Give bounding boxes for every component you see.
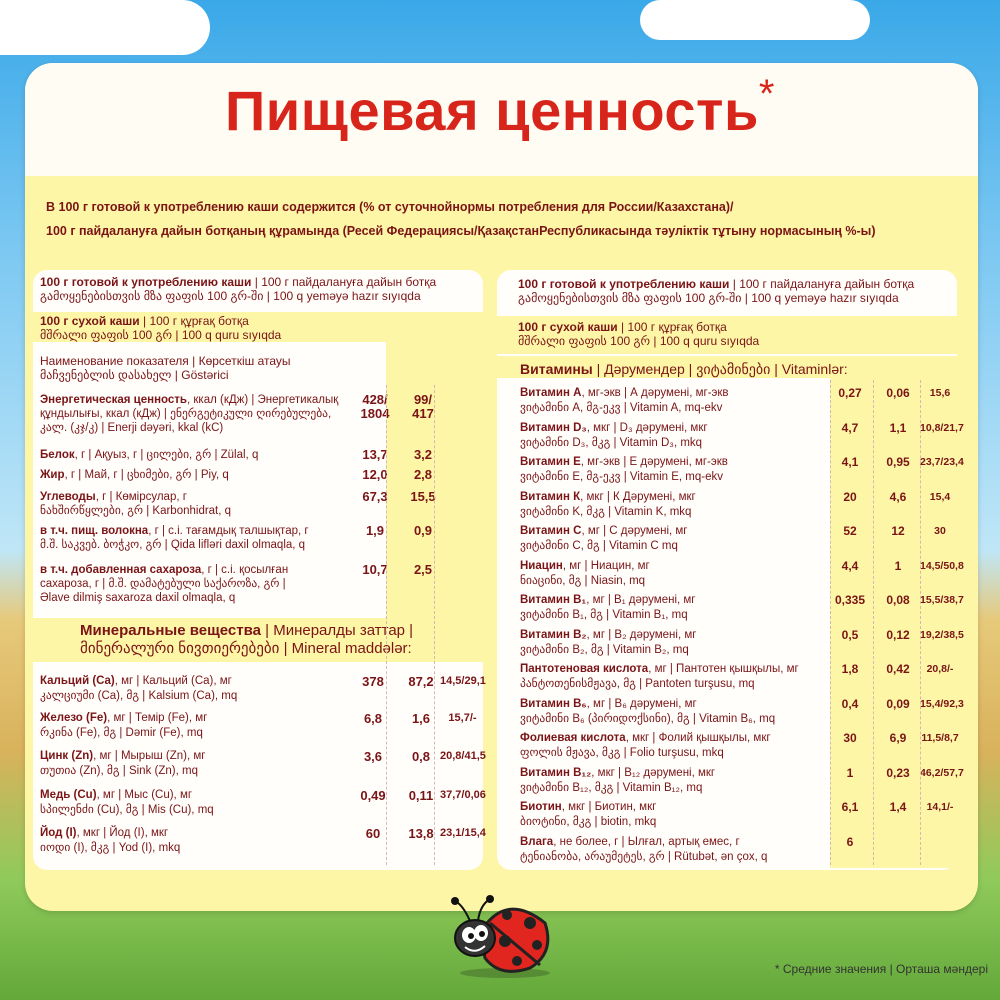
dry-value: 6,8 xyxy=(363,711,383,726)
ready-value: 15,5 xyxy=(410,489,436,504)
row-name: Ниацин xyxy=(520,559,563,572)
row-name: Жир xyxy=(40,469,65,481)
row-text: , мг | Мырыш (Zn), мг xyxy=(93,750,206,762)
row-text: ვიტამინი C, მგ | Vitamin C mq xyxy=(520,540,678,552)
ready-value: 12 xyxy=(891,524,905,538)
row-text: ვიტამინი B₂, მგ | Vitamin B₂, mq xyxy=(520,643,689,656)
row-text: құндылығы, ккал (кДж) | ენერგეტიკული ღირებულება, xyxy=(40,408,332,420)
row-text: , мг | В₁ дәрумені, мг xyxy=(586,594,696,606)
row-text: კალციუმი (Ca), მგ | Kalsium (Ca), mq xyxy=(40,690,238,702)
row-text: ვიტამინი E, მგ-ეკვ | Vitamin E, mq-ekv xyxy=(520,471,723,483)
row-text: ვიტამინი A, მგ-ეკვ | Vitamin A, mq-ekv xyxy=(520,402,723,414)
row-text: , мкг | Йод (I), мкг xyxy=(76,827,169,839)
intro-text xyxy=(46,195,946,243)
row-text: ნიაცინი, მგ | Niasin, mq xyxy=(520,574,646,587)
row-name: Йод (I) xyxy=(40,827,77,839)
ready-value: 0,08 xyxy=(886,593,910,607)
row-name: Витамин D₃ xyxy=(520,421,587,434)
row-name: Витамин В₁₂ xyxy=(520,766,592,779)
left-header-ready: 100 г готовой к употреблению каши | 100 г пайдалануға дайын ботқа გამოყენებისთვის მზა ფაფის 100 გრ-ში | 100 q yeməyə hazır sıyıqda xyxy=(40,275,437,303)
ready-value: 0,95 xyxy=(886,455,910,469)
right-sep-3 xyxy=(920,380,921,865)
row-text: , мкг | Фолий қышқылы, мкг xyxy=(625,732,771,744)
percent-value: 11,5/8,7 xyxy=(921,732,959,744)
row-text: сахароза, г | მ.შ. დამატებული საქაროზა, გრ | xyxy=(40,578,286,590)
row-text: , г | Көмірсулар, г xyxy=(95,491,187,503)
right-sep-1 xyxy=(830,380,831,865)
ready-value: 0,23 xyxy=(886,765,910,780)
dry-value: 0,335 xyxy=(834,593,866,607)
dry-value: 0,27 xyxy=(838,386,862,400)
vitamin-row xyxy=(520,766,830,796)
dry-value: 60 xyxy=(365,826,381,841)
row-text: , мг | Ниацин, мг xyxy=(562,559,650,572)
mineral-row xyxy=(40,749,350,779)
row-text: ვიტამინი B₁, მგ | Vitamin B₁, mq xyxy=(520,609,688,621)
row-text: Əlave dilmiş saxaroza daxil olmaqla, q xyxy=(40,592,236,604)
mineral-row xyxy=(40,826,350,856)
dry-value: 12,0 xyxy=(362,467,388,482)
dry-value: 1 xyxy=(846,765,854,780)
left-sep-1 xyxy=(386,385,387,865)
ready-value: 1 xyxy=(894,558,902,573)
row-text: ვიტამინი B₁₂, მკგ | Vitamin B₁₂, mq xyxy=(520,781,703,794)
row-name: Энергетическая ценность xyxy=(40,394,187,406)
ready-value: 87,2 xyxy=(408,674,434,689)
row-text: , г | с.і. қосылған xyxy=(201,564,289,576)
ready-value: 4,6 xyxy=(889,489,907,504)
row-text: ვიტამინი D₃, მკგ | Vitamin D₃, mkq xyxy=(520,436,703,449)
row-name: Кальций (Ca) xyxy=(40,675,115,687)
row-text: , г | с.і. тағамдық талшықтар, г xyxy=(148,525,309,537)
row-name: Витамин С xyxy=(520,525,582,537)
nutrient-row xyxy=(40,393,380,435)
row-name: Углеводы xyxy=(40,491,96,503)
vitamin-row xyxy=(520,628,830,658)
ready-value: 99/ 417 xyxy=(412,392,434,421)
vitamin-row xyxy=(520,524,830,554)
row-text: , мг | Пантотен қышқылы, мг xyxy=(648,663,799,675)
row-text: რკინა (Fe), მგ | Dəmir (Fe), mq xyxy=(40,727,203,739)
dry-value: 378 xyxy=(362,674,384,689)
ready-value: 0,8 xyxy=(411,749,431,764)
row-name: Витамин Е xyxy=(520,456,581,468)
row-name: Железо (Fe) xyxy=(40,712,108,724)
row-text: ბიოტინი, მკგ | biotin, mkq xyxy=(520,816,657,828)
row-text: , мг-экв | Е дәрумені, мг-экв xyxy=(580,456,728,468)
row-text: პანტოთენისმჟავა, მგ | Pantoten turşusu, mq xyxy=(520,678,755,690)
left-sep-2 xyxy=(434,385,435,865)
cloud-left xyxy=(0,0,210,55)
ready-value: 1,6 xyxy=(411,711,431,726)
row-text: , мг-экв | А дәрумені, мг-экв xyxy=(581,387,729,399)
row-name: Биотин xyxy=(520,801,562,813)
dry-value: 30 xyxy=(843,731,857,745)
right-values-col-bg xyxy=(830,378,957,868)
row-text: , мг | В₂ дәрумені, мг xyxy=(586,628,697,641)
dry-value: 6 xyxy=(846,834,854,849)
row-name: Витамин К xyxy=(520,490,581,503)
ready-value: 0,12 xyxy=(886,627,910,642)
ready-value: 0,09 xyxy=(886,696,910,711)
dry-value: 0,5 xyxy=(841,627,859,642)
row-name: Фолиевая кислота xyxy=(520,732,626,744)
nutrient-row xyxy=(40,524,380,552)
percent-value: 14,1/- xyxy=(926,801,954,813)
ready-value: 0,06 xyxy=(886,386,910,400)
dry-value: 6,1 xyxy=(841,800,859,814)
ready-value: 1,4 xyxy=(889,800,907,814)
row-text: , мг | Мыс (Cu), мг xyxy=(96,789,193,801)
row-text: , не более, г | Ылғал, артық емес, г xyxy=(553,835,740,848)
vitamin-row xyxy=(520,386,830,416)
footnote: * Средние значения | Орташа мәндері xyxy=(774,962,988,976)
row-text: , г | Ақуыз, г | ცილები, გრ | Zülal, q xyxy=(74,449,259,461)
percent-value: 14,5/29,1 xyxy=(440,675,486,687)
nutrient-row xyxy=(40,490,380,518)
left-indicator-header: Наименование показателя | Көрсеткіш атауы მაჩვენებლის დასახელ | Göstərici xyxy=(40,354,291,382)
row-name: Цинк (Zn) xyxy=(40,750,94,762)
dry-value: 1,9 xyxy=(365,523,385,538)
mineral-row xyxy=(40,788,350,818)
row-text: თუთია (Zn), მგ | Sink (Zn), mq xyxy=(40,765,198,777)
right-sep-2 xyxy=(873,380,874,865)
dry-value: 4,4 xyxy=(841,558,859,573)
percent-value: 37,7/0,06 xyxy=(440,789,486,801)
percent-value: 20,8/- xyxy=(926,663,954,675)
row-text: ვიტამინი B₆ (პირიდოქსინი), მგ | Vitamin B₆, mq xyxy=(520,712,776,725)
row-name: Медь (Cu) xyxy=(40,789,97,801)
dry-value: 1,8 xyxy=(841,662,859,676)
page-title: Пищевая ценность* xyxy=(225,72,775,142)
row-text: ტენიანობა, არაუმეტეს, გრ | Rütubət, ən çox, q xyxy=(520,850,768,863)
vitamin-row xyxy=(520,421,830,451)
row-name: в т.ч. пищ. волокна xyxy=(40,525,149,537)
row-text: , мг | Темір (Fe), мг xyxy=(107,712,208,724)
nutrient-row xyxy=(40,563,380,605)
ready-value: 13,8 xyxy=(408,826,434,841)
percent-value: 30 xyxy=(934,525,946,537)
row-text: , мкг | Биотин, мкг xyxy=(561,801,657,813)
vitamin-row xyxy=(520,835,830,865)
row-name: Витамин В₁ xyxy=(520,594,587,606)
row-text: , мг | Кальций (Ca), мг xyxy=(114,675,232,687)
right-header-ready: 100 г готовой к употреблению каши | 100 г пайдалануға дайын ботқа გამოყენებისთვის მზა ფაფის 100 გრ-ში | 100 q yeməyə hazır sıyıqda xyxy=(518,277,915,305)
dry-value: 52 xyxy=(843,524,857,538)
percent-value: 20,8/41,5 xyxy=(440,750,486,762)
percent-value: 23,7/23,4 xyxy=(920,456,964,468)
percent-value: 15,5/38,7 xyxy=(920,594,964,606)
row-text: , ккал (кДж) | Энергетикалық xyxy=(186,394,339,406)
dry-value: 0,49 xyxy=(360,788,386,803)
vitamin-row xyxy=(520,455,830,485)
dry-value: 20 xyxy=(843,489,857,504)
row-text: , мг | С дәрумені, мг xyxy=(581,525,688,537)
percent-value: 15,4/92,3 xyxy=(920,697,964,710)
ready-value: 0,9 xyxy=(413,523,433,538)
vitamin-row xyxy=(520,593,830,623)
percent-value: 46,2/57,7 xyxy=(920,766,964,779)
nutrient-row xyxy=(40,448,380,462)
row-text: სპილენძი (Cu), მგ | Mis (Cu), mq xyxy=(40,804,214,816)
left-header-dry: 100 г сухой каши | 100 г құрғақ ботқа მშრალი ფაფის 100 გრ | 100 q quru sıyıqda xyxy=(40,314,282,342)
dry-value: 0,4 xyxy=(841,696,859,711)
ready-value: 0,11 xyxy=(408,788,434,803)
vitamin-row xyxy=(520,490,830,520)
row-text: იოდი (I), მკგ | Yod (I), mkq xyxy=(40,842,181,854)
row-text: კალ. (კჯ/კ) | Enerji dəyəri, kkal (kC) xyxy=(40,422,224,434)
vitamins-header: Витамины | Дәрумендер | ვიტამინები | Vitaminlər: xyxy=(520,361,848,377)
row-text: , мкг | В₁₂ дәрумені, мкг xyxy=(591,766,716,779)
row-text: მ.შ. საკვებ. ბოჭკო, გრ | Qida lifləri daxil olmaqla, q xyxy=(40,539,306,551)
ready-value: 6,9 xyxy=(889,731,907,745)
dry-value: 4,7 xyxy=(841,420,859,435)
percent-value: 15,6 xyxy=(929,387,951,399)
dry-value: 3,6 xyxy=(363,749,383,764)
row-text: , мг | В₆ дәрумені, мг xyxy=(586,697,697,710)
dry-value: 4,1 xyxy=(841,455,859,469)
mineral-row xyxy=(40,674,350,704)
intro-ru: В 100 г готовой к употреблению каши содержится (% от суточнойнормы потребления для России/Казахстана)/ xyxy=(46,200,734,214)
dry-value: 10,7 xyxy=(362,562,388,577)
dry-value: 428/ 1804 xyxy=(360,392,390,421)
vitamin-row xyxy=(520,662,830,692)
row-name: Витамин А xyxy=(520,387,582,399)
row-text: , г | Май, г | ცხიმები, გრ | Piy, q xyxy=(64,469,229,481)
ready-value: 2,5 xyxy=(413,562,433,577)
percent-value: 15,7/- xyxy=(448,712,477,724)
row-name: в т.ч. добавленная сахароза xyxy=(40,564,202,576)
row-text: ფოლის მჟავა, მკგ | Folio turşusu, mkq xyxy=(520,747,724,759)
intro-kz: 100 г пайдалануға дайын ботқаның құрамында (Ресей Федерациясы/ҚазақстанРеспубликасында тәуліктік тұтыну нормасының %-ы) xyxy=(46,224,876,238)
vitamin-row xyxy=(520,800,830,830)
nutrient-row xyxy=(40,468,380,482)
dry-value: 13,7 xyxy=(362,447,388,462)
dry-value: 67,3 xyxy=(362,489,388,504)
vitamin-row xyxy=(520,731,830,761)
row-name: Витамин В₆ xyxy=(520,697,587,710)
mineral-row xyxy=(40,711,350,741)
percent-value: 23,1/15,4 xyxy=(440,827,486,839)
row-text: , мкг | К Дәрумені, мкг xyxy=(580,490,696,503)
percent-value: 10,8/21,7 xyxy=(920,421,964,434)
vitamin-row xyxy=(520,697,830,727)
percent-value: 15,4 xyxy=(929,490,951,503)
cloud-right xyxy=(640,0,870,40)
right-header-dry: 100 г сухой каши | 100 г құрғақ ботқа მშრალი ფაფის 100 გრ | 100 q quru sıyıqda xyxy=(518,320,760,348)
row-name: Белок xyxy=(40,449,75,461)
row-text: , мкг | D₃ дәрумені, мкг xyxy=(586,421,708,434)
row-name: Пантотеновая кислота xyxy=(520,663,649,675)
minerals-header: Минеральные вещества | Минералды заттар | მინერალური ნივთიერებები | Mineral maddələr: xyxy=(80,622,414,657)
row-text: ნახშირწყლები, გრ | Karbonhidrat, q xyxy=(40,505,232,517)
vitamin-row xyxy=(520,559,830,589)
ladybug-icon xyxy=(445,893,560,978)
row-name: Витамин В₂ xyxy=(520,628,587,641)
percent-value: 14,5/50,8 xyxy=(920,559,964,572)
ready-value: 2,8 xyxy=(413,467,433,482)
row-name: Влага xyxy=(520,835,554,848)
ready-value: 1,1 xyxy=(889,420,907,435)
ready-value: 3,2 xyxy=(413,447,433,462)
ready-value: 0,42 xyxy=(886,662,910,676)
row-text: ვიტამინი K, მკგ | Vitamin K, mkq xyxy=(520,505,692,518)
percent-value: 19,2/38,5 xyxy=(920,628,964,641)
